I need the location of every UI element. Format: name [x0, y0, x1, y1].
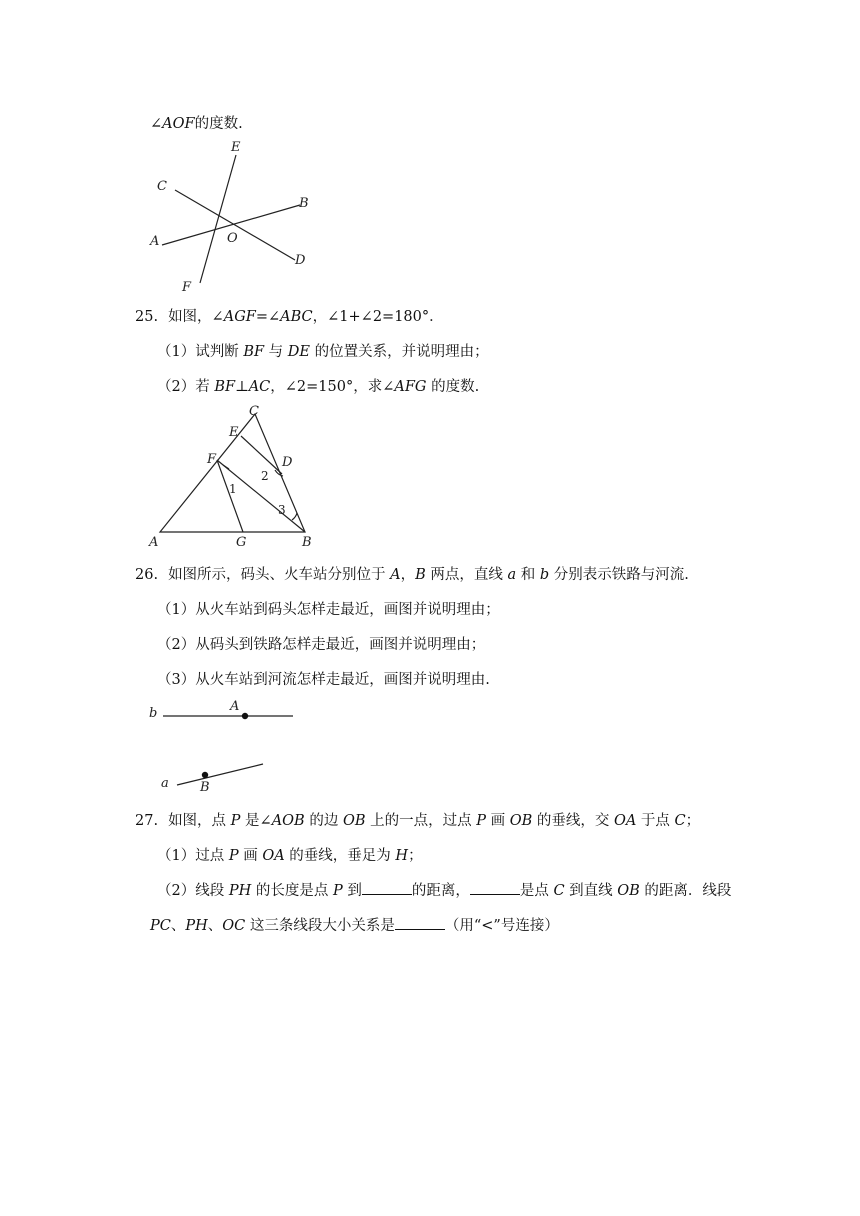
angle-mark-3	[292, 513, 297, 520]
q26-part1: （1）从火车站到码头怎样走最近，画图并说明理由；	[157, 602, 500, 618]
line-a-railway	[177, 764, 263, 785]
var: OB	[617, 883, 640, 899]
label-f: F	[207, 452, 217, 467]
var: AGF	[223, 309, 256, 325]
var: H	[395, 848, 409, 864]
text: 分别表示铁路与河流.	[549, 567, 689, 583]
q27-part3	[150, 914, 559, 935]
var: AFG	[394, 379, 427, 395]
label-b: B	[302, 535, 312, 550]
figure-river-railway	[145, 697, 305, 797]
text: （用“<”号连接）	[444, 918, 559, 934]
label-e: E	[229, 425, 239, 440]
text: （2）线段	[157, 883, 229, 899]
var: P	[476, 813, 486, 829]
angle-symbol: ∠	[150, 116, 163, 132]
q26-part2: （2）从码头到铁路怎样走最近，画图并说明理由；	[157, 637, 486, 653]
var: PC	[150, 918, 171, 934]
text: 与	[264, 344, 288, 360]
var: OA	[613, 813, 637, 829]
var: b	[539, 567, 550, 583]
q27-stem	[135, 809, 700, 830]
label-angle-1: 1	[229, 482, 237, 496]
text: 画	[485, 813, 510, 829]
var: OB	[342, 813, 366, 829]
text: 于点	[636, 813, 675, 829]
var: BF	[214, 379, 236, 395]
q25-number: 25.	[135, 309, 159, 325]
var-aof: AOF	[162, 116, 195, 132]
q25-text: =∠	[255, 309, 281, 325]
var: P	[332, 883, 343, 899]
text: 如图，点	[168, 813, 231, 829]
text: 、	[207, 918, 223, 934]
label-b-line: b	[149, 706, 158, 721]
label-c: C	[249, 404, 259, 419]
var: AC	[248, 379, 271, 395]
q25-part1	[157, 340, 489, 361]
text: 的长度是点	[251, 883, 333, 899]
text: 的位置关系，并说明理由；	[310, 344, 489, 360]
label-f: F	[182, 280, 192, 295]
label-a-line: a	[161, 776, 169, 791]
q25-stem	[135, 305, 444, 326]
var: BF	[243, 344, 265, 360]
text: 和	[516, 567, 540, 583]
text: 到直线	[564, 883, 618, 899]
point-a-dock	[242, 713, 248, 719]
label-o: O	[227, 231, 238, 246]
var: OB	[509, 813, 533, 829]
text: 画	[238, 848, 263, 864]
q27-number: 27.	[135, 813, 159, 829]
point-b-station	[202, 772, 208, 778]
q27-part1	[157, 844, 423, 865]
text: 两点，直线	[425, 567, 508, 583]
var: PH	[228, 883, 252, 899]
text: 是点	[519, 883, 554, 899]
label-d: D	[282, 455, 293, 470]
var: AOB	[271, 813, 305, 829]
label-a: A	[149, 535, 159, 550]
var: B	[415, 567, 426, 583]
q24-tail-line	[150, 112, 243, 133]
text: ；	[685, 813, 701, 829]
q24-tail-text: 的度数.	[194, 116, 243, 132]
text: ，	[400, 567, 416, 583]
text: ，∠2=150°，求∠	[270, 379, 395, 395]
label-a: A	[150, 234, 160, 249]
q26-part3: （3）从火车站到河流怎样走最近，画图并说明理由.	[157, 672, 490, 688]
label-e: E	[231, 140, 241, 155]
var: C	[553, 883, 565, 899]
label-b-point: B	[200, 780, 210, 795]
line-ef	[200, 155, 236, 283]
text: 的距离．线段	[639, 883, 732, 899]
text: 如图所示，码头、火车站分别位于	[168, 567, 391, 583]
answer-blank-1[interactable]	[362, 882, 412, 895]
var: OC	[222, 918, 246, 934]
label-angle-3: 3	[278, 503, 286, 517]
figure-intersecting-lines	[140, 135, 340, 295]
var: A	[390, 567, 401, 583]
label-angle-2: 2	[261, 469, 269, 483]
var: a	[507, 567, 517, 583]
line-cd	[175, 190, 295, 260]
text: （2）若	[157, 379, 215, 395]
text: （1）试判断	[157, 344, 244, 360]
var: OA	[262, 848, 285, 864]
text: 是∠	[240, 813, 272, 829]
var: P	[228, 848, 239, 864]
q25-text: 如图，∠	[168, 309, 224, 325]
label-g: G	[236, 535, 247, 550]
text: 这三条线段大小关系是	[245, 918, 395, 934]
label-a-point: A	[230, 699, 240, 714]
var: C	[674, 813, 686, 829]
label-d: D	[295, 253, 306, 268]
figure-triangle-abc	[145, 402, 325, 552]
q26-number: 26.	[135, 567, 159, 583]
q26-stem	[135, 563, 689, 584]
text: 的垂线，交	[532, 813, 614, 829]
label-b: B	[299, 196, 309, 211]
text: 的边	[304, 813, 343, 829]
var: DE	[287, 344, 310, 360]
text: ；	[408, 848, 423, 864]
answer-blank-3[interactable]	[395, 917, 445, 930]
text: 到	[342, 883, 362, 899]
text: ⊥	[235, 379, 249, 395]
angle-mark-1	[223, 465, 229, 469]
label-c: C	[157, 179, 167, 194]
var: P	[230, 813, 241, 829]
text: （1）过点	[157, 848, 229, 864]
q25-part2	[157, 375, 479, 396]
answer-blank-2[interactable]	[470, 882, 520, 895]
q25-text: ，∠1+∠2=180°．	[312, 309, 444, 325]
text: 、	[170, 918, 186, 934]
var: ABC	[280, 309, 313, 325]
text: 上的一点，过点	[365, 813, 477, 829]
text: 的距离，	[411, 883, 470, 899]
text: 的度数.	[426, 379, 480, 395]
var: PH	[185, 918, 208, 934]
q27-part2	[157, 879, 731, 900]
text: 的垂线，垂足为	[284, 848, 396, 864]
